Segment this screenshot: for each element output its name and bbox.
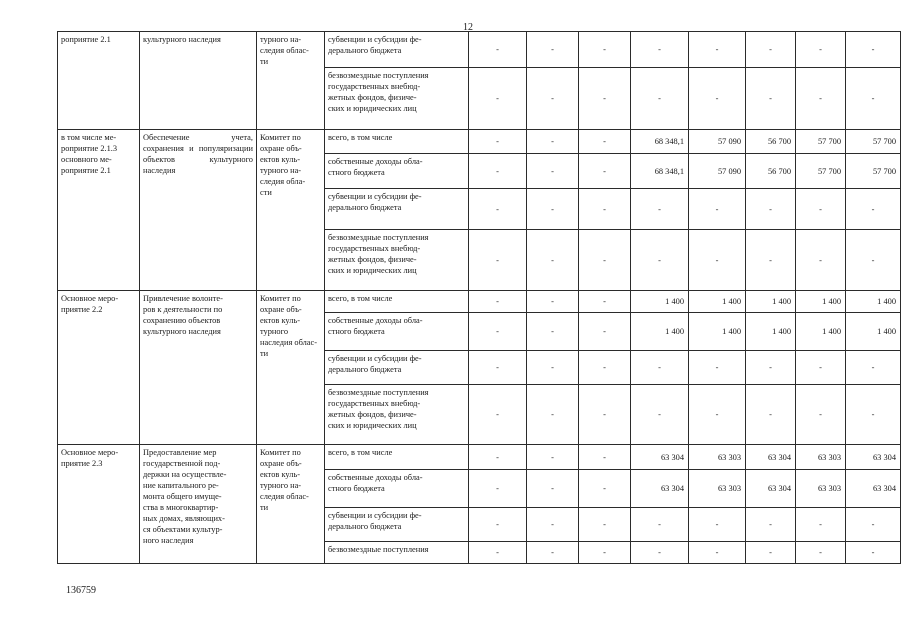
description-cell: культурного наследия <box>140 32 257 130</box>
executor-cell: Комитет по охране объ- ектов куль- турного наследия облас- ти <box>257 291 325 445</box>
funding-source-cell: субвенции и субсидии фе- дерального бюджета <box>325 508 469 542</box>
funding-source-cell: всего, в том числе <box>325 445 469 470</box>
value-cell: - <box>527 32 579 68</box>
value-cell: - <box>746 230 796 291</box>
value-cell: - <box>631 542 689 564</box>
value-cell: - <box>579 385 631 445</box>
value-cell: - <box>846 542 901 564</box>
value-cell: 1 400 <box>796 313 846 351</box>
value-cell: - <box>631 189 689 230</box>
value-cell: 57 700 <box>846 154 901 189</box>
value-cell: 63 303 <box>689 445 746 470</box>
value-cell: - <box>579 313 631 351</box>
value-cell: 1 400 <box>631 291 689 313</box>
event-cell: роприятие 2.1 <box>58 32 140 130</box>
value-cell: - <box>746 385 796 445</box>
value-cell: - <box>846 385 901 445</box>
funding-source-cell: субвенции и субсидии фе- дерального бюджета <box>325 32 469 68</box>
value-cell: 63 304 <box>746 445 796 470</box>
value-cell: 1 400 <box>746 291 796 313</box>
value-cell: - <box>579 470 631 508</box>
value-cell: 56 700 <box>746 130 796 154</box>
value-cell: 1 400 <box>746 313 796 351</box>
budget-table-container <box>57 31 896 579</box>
value-cell: - <box>579 230 631 291</box>
value-cell: - <box>796 508 846 542</box>
value-cell: 57 700 <box>796 130 846 154</box>
event-cell: в том числе ме- роприятие 2.1.3 основного ме- роприятие 2.1 <box>58 130 140 291</box>
value-cell: - <box>689 68 746 130</box>
funding-source-cell: безвозмездные поступления государственных внебюд- жетных фондов, физиче- ских и юридических лиц <box>325 385 469 445</box>
value-cell: - <box>631 230 689 291</box>
value-cell: - <box>469 470 527 508</box>
value-cell: 63 304 <box>846 470 901 508</box>
value-cell: 57 090 <box>689 130 746 154</box>
value-cell: - <box>631 508 689 542</box>
table-row <box>58 291 901 313</box>
value-cell: - <box>579 445 631 470</box>
value-cell: - <box>746 189 796 230</box>
table-row <box>58 445 901 470</box>
value-cell: - <box>527 542 579 564</box>
value-cell: - <box>469 32 527 68</box>
value-cell: - <box>689 508 746 542</box>
value-cell: 63 304 <box>746 470 796 508</box>
value-cell: - <box>527 230 579 291</box>
value-cell: 1 400 <box>631 313 689 351</box>
value-cell: 1 400 <box>796 291 846 313</box>
value-cell: - <box>469 508 527 542</box>
value-cell: - <box>846 68 901 130</box>
value-cell: 57 700 <box>796 154 846 189</box>
value-cell: - <box>527 130 579 154</box>
value-cell: - <box>631 68 689 130</box>
value-cell: - <box>689 351 746 385</box>
value-cell: - <box>527 385 579 445</box>
value-cell: - <box>746 508 796 542</box>
value-cell: - <box>579 68 631 130</box>
value-cell: - <box>527 313 579 351</box>
value-cell: - <box>469 154 527 189</box>
event-cell: Основное меро- приятие 2.3 <box>58 445 140 564</box>
value-cell: - <box>527 189 579 230</box>
value-cell: - <box>689 189 746 230</box>
value-cell: - <box>631 385 689 445</box>
value-cell: - <box>689 542 746 564</box>
event-cell: Основное меро- приятие 2.2 <box>58 291 140 445</box>
value-cell: 1 400 <box>689 291 746 313</box>
value-cell: - <box>796 542 846 564</box>
value-cell: - <box>527 154 579 189</box>
funding-source-cell: собственные доходы обла- стного бюджета <box>325 313 469 351</box>
funding-source-cell: субвенции и субсидии фе- дерального бюджета <box>325 351 469 385</box>
executor-cell: Комитет по охране объ- ектов куль- турного на- следия обла- сти <box>257 130 325 291</box>
funding-source-cell: безвозмездные поступления государственных внебюд- жетных фондов, физиче- ских и юридических лиц <box>325 230 469 291</box>
funding-source-cell: субвенции и субсидии фе- дерального бюджета <box>325 189 469 230</box>
value-cell: - <box>746 351 796 385</box>
value-cell: - <box>746 68 796 130</box>
budget-table <box>57 31 901 564</box>
value-cell: - <box>846 351 901 385</box>
value-cell: 1 400 <box>689 313 746 351</box>
value-cell: - <box>579 189 631 230</box>
value-cell: - <box>527 291 579 313</box>
funding-source-cell: собственные доходы обла- стного бюджета <box>325 154 469 189</box>
value-cell: - <box>796 68 846 130</box>
value-cell: - <box>469 542 527 564</box>
value-cell: 63 303 <box>796 470 846 508</box>
value-cell: - <box>527 351 579 385</box>
value-cell: - <box>579 32 631 68</box>
value-cell: - <box>527 68 579 130</box>
value-cell: - <box>746 542 796 564</box>
value-cell: - <box>689 32 746 68</box>
value-cell: 1 400 <box>846 313 901 351</box>
value-cell: - <box>469 385 527 445</box>
value-cell: 56 700 <box>746 154 796 189</box>
funding-source-cell: всего, в том числе <box>325 130 469 154</box>
page-number: 12 <box>463 22 473 33</box>
value-cell: - <box>846 32 901 68</box>
value-cell: - <box>796 189 846 230</box>
value-cell: - <box>796 385 846 445</box>
value-cell: - <box>469 130 527 154</box>
value-cell: - <box>579 542 631 564</box>
value-cell: - <box>527 508 579 542</box>
value-cell: - <box>469 68 527 130</box>
value-cell: - <box>579 154 631 189</box>
funding-source-cell: безвозмездные поступления государственных внебюд- жетных фондов, физиче- ских и юридических лиц <box>325 68 469 130</box>
value-cell: - <box>846 508 901 542</box>
value-cell: - <box>469 313 527 351</box>
value-cell: - <box>527 470 579 508</box>
description-cell: Предоставление мер государственной под- держки на осуществле- ние капитального ре- монта общего имуще- ства в многоквартир- ных домах, являющих- ся объектами культур- ного наследия <box>140 445 257 564</box>
value-cell: - <box>796 351 846 385</box>
description-cell: Обеспечение учета, сохранения и популяризации объектов культурного наследия <box>140 130 257 291</box>
value-cell: 68 348,1 <box>631 154 689 189</box>
funding-source-cell: безвозмездные поступления <box>325 542 469 564</box>
value-cell: - <box>579 351 631 385</box>
value-cell: - <box>746 32 796 68</box>
value-cell: - <box>846 189 901 230</box>
table-row <box>58 32 901 68</box>
value-cell: - <box>527 445 579 470</box>
value-cell: - <box>689 230 746 291</box>
value-cell: - <box>469 291 527 313</box>
value-cell: 63 303 <box>689 470 746 508</box>
funding-source-cell: всего, в том числе <box>325 291 469 313</box>
value-cell: - <box>631 32 689 68</box>
document-code: 136759 <box>66 585 96 596</box>
value-cell: - <box>469 189 527 230</box>
executor-cell: Комитет по охране объ- ектов куль- турного на- следия облас- ти <box>257 445 325 564</box>
funding-source-cell: собственные доходы обла- стного бюджета <box>325 470 469 508</box>
value-cell: - <box>469 230 527 291</box>
value-cell: 1 400 <box>846 291 901 313</box>
value-cell: - <box>579 508 631 542</box>
value-cell: 63 304 <box>631 445 689 470</box>
value-cell: - <box>579 291 631 313</box>
value-cell: - <box>846 230 901 291</box>
value-cell: 68 348,1 <box>631 130 689 154</box>
value-cell: 63 304 <box>631 470 689 508</box>
value-cell: 57 700 <box>846 130 901 154</box>
table-row <box>58 130 901 154</box>
executor-cell: турного на- следия облас- ти <box>257 32 325 130</box>
value-cell: - <box>796 230 846 291</box>
value-cell: - <box>579 130 631 154</box>
description-cell: Привлечение волонте- ров к деятельности по сохранению объектов культурного наследия <box>140 291 257 445</box>
value-cell: 63 303 <box>796 445 846 470</box>
value-cell: - <box>689 385 746 445</box>
value-cell: - <box>469 445 527 470</box>
value-cell: - <box>631 351 689 385</box>
value-cell: - <box>469 351 527 385</box>
value-cell: 57 090 <box>689 154 746 189</box>
value-cell: - <box>796 32 846 68</box>
value-cell: 63 304 <box>846 445 901 470</box>
